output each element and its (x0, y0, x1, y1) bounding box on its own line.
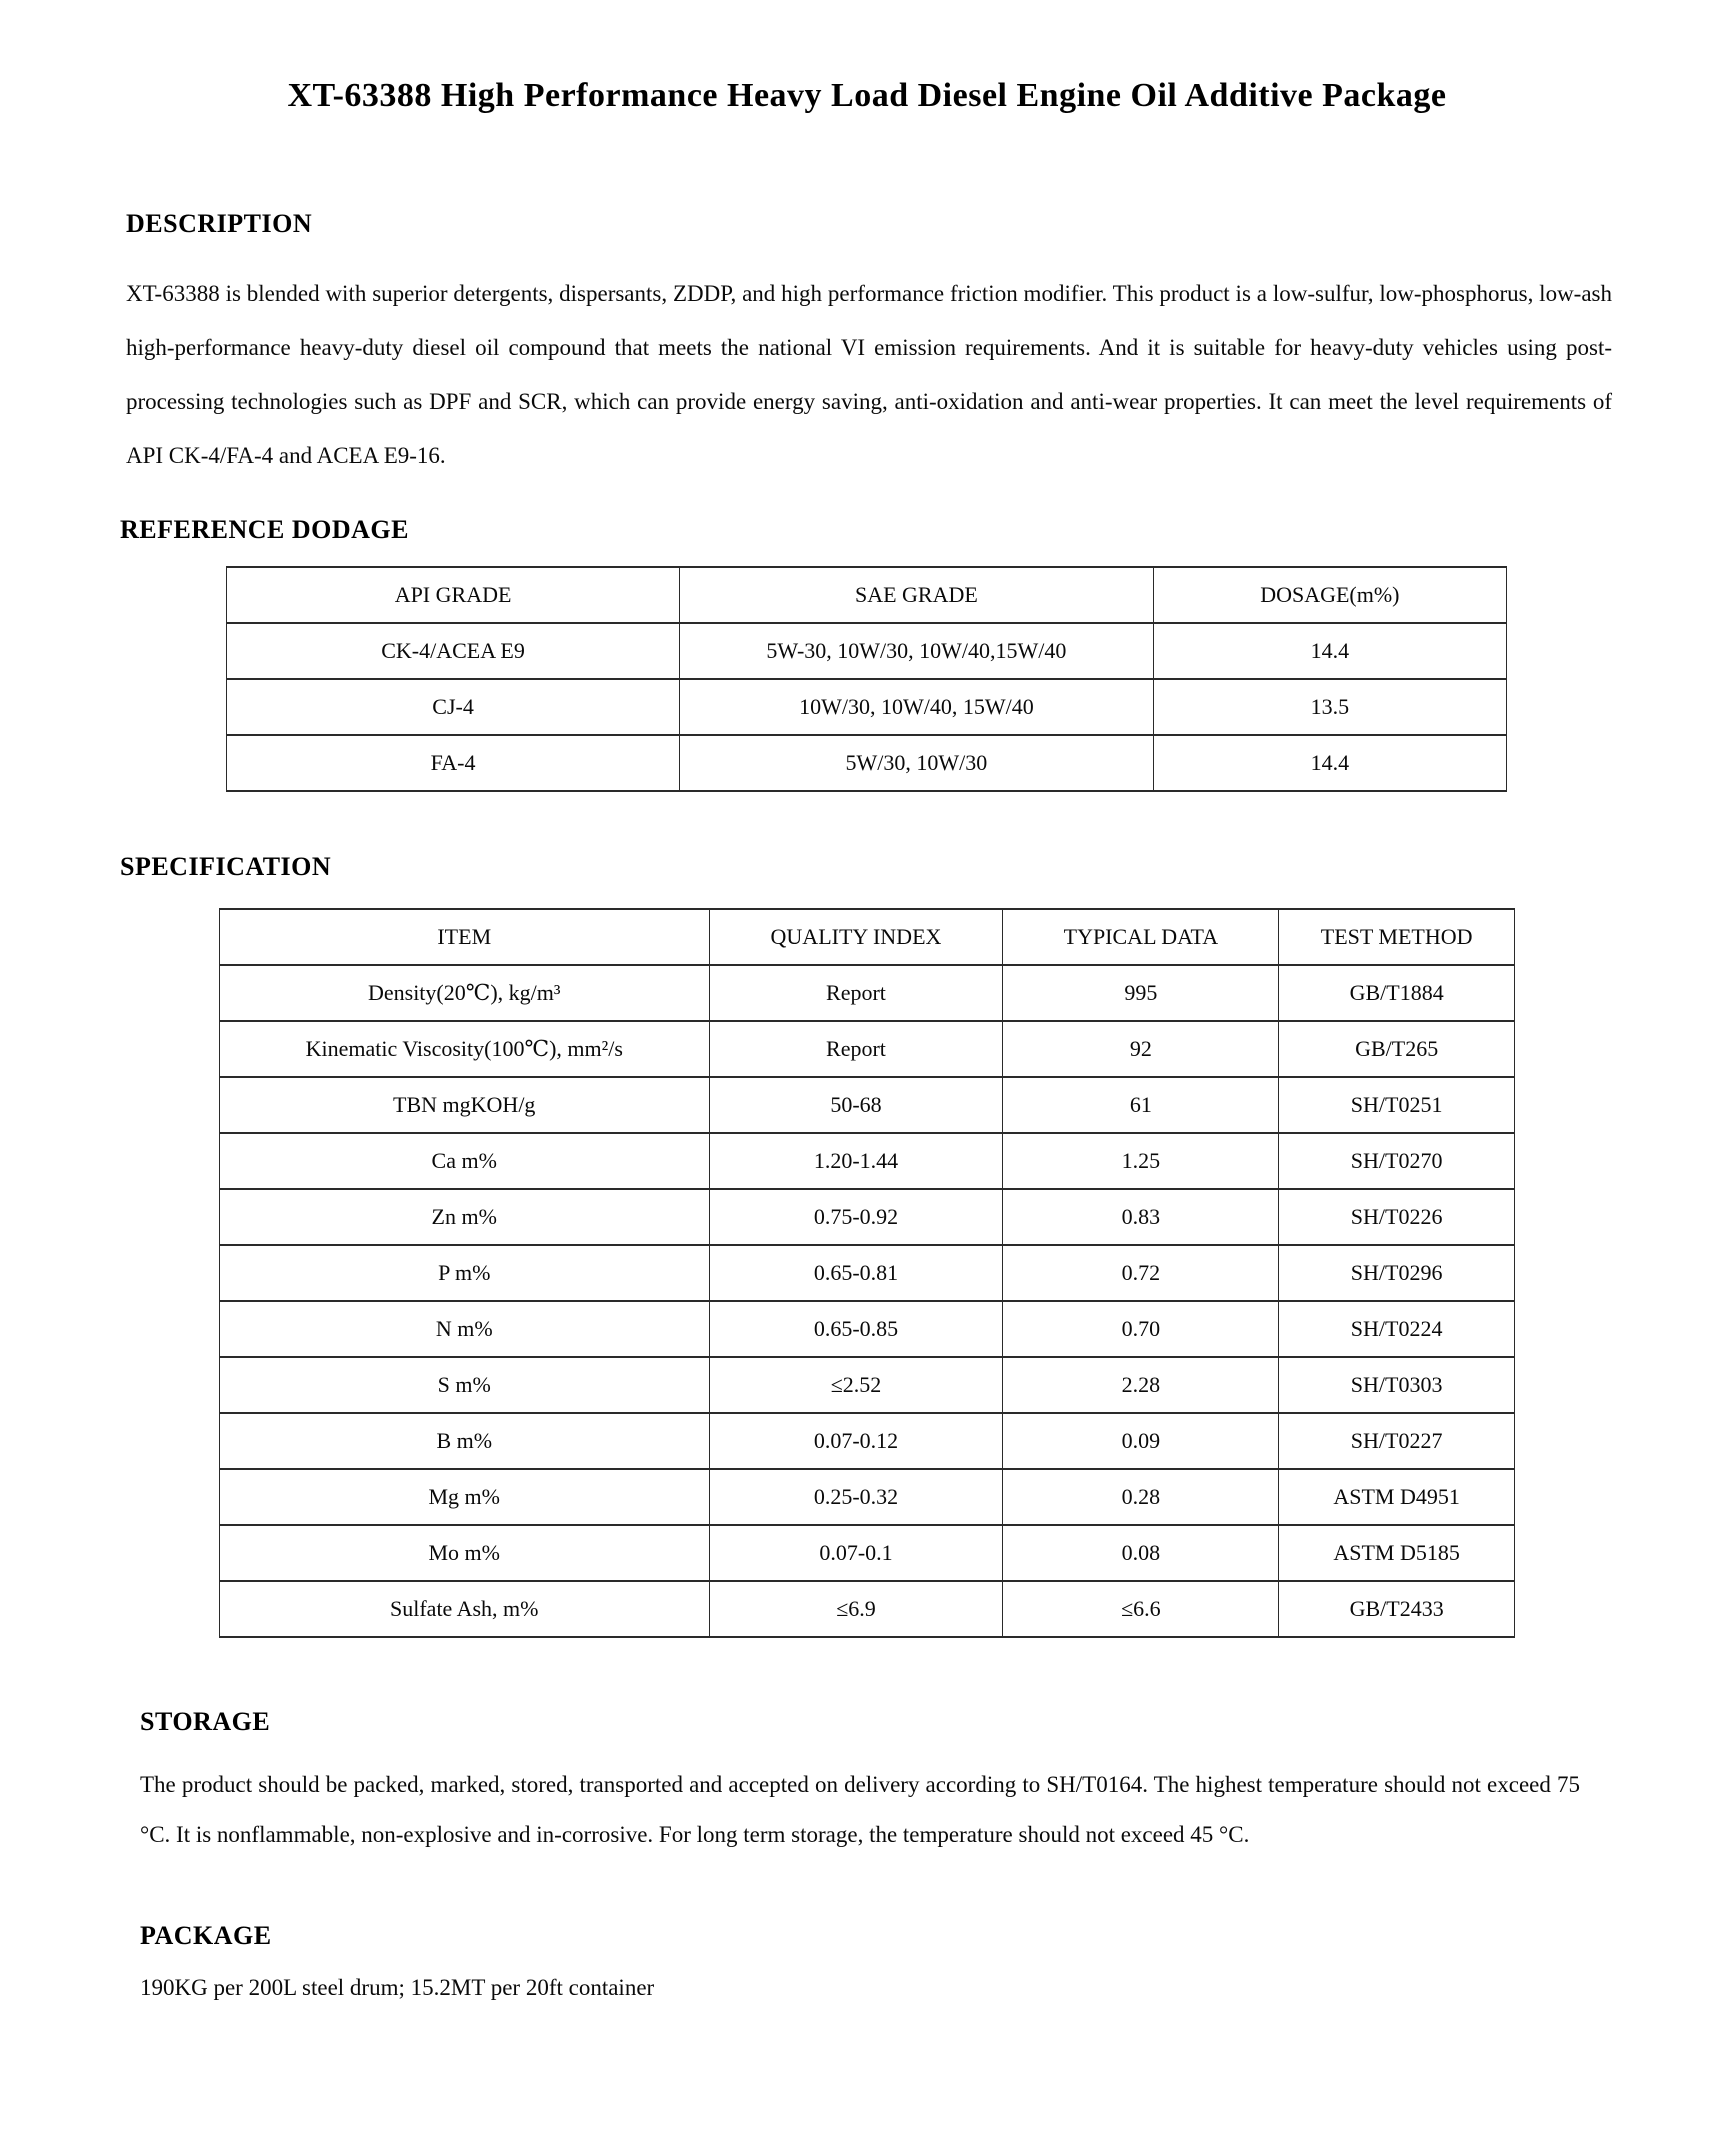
table-cell: Report (709, 1021, 1003, 1077)
table-row (220, 1133, 1515, 1189)
table-cell: SH/T0270 (1279, 1133, 1515, 1189)
table-cell: TBN mgKOH/g (220, 1077, 710, 1133)
table-row (220, 1077, 1515, 1133)
table-cell: 1.20-1.44 (709, 1133, 1003, 1189)
table-cell: N m% (220, 1301, 710, 1357)
table-cell: GB/T1884 (1279, 965, 1515, 1021)
table-cell: 0.83 (1003, 1189, 1279, 1245)
table-cell: S m% (220, 1357, 710, 1413)
table-row (227, 679, 1507, 735)
spec-header-item: ITEM (220, 909, 710, 965)
table-row (227, 623, 1507, 679)
table-cell: SH/T0224 (1279, 1301, 1515, 1357)
table-cell: CK-4/ACEA E9 (227, 623, 680, 679)
table-cell: GB/T265 (1279, 1021, 1515, 1077)
table-cell: 2.28 (1003, 1357, 1279, 1413)
table-cell: FA-4 (227, 735, 680, 791)
table-row (220, 1413, 1515, 1469)
table-cell: Density(20℃), kg/m³ (220, 965, 710, 1021)
table-cell: ASTM D5185 (1279, 1525, 1515, 1581)
storage-text: The product should be packed, marked, stored, transported and accepted on delivery according to SH/T0164. The highest temperature should not exceed 75 °C. It is nonflammable, non-explosive and in-corrosive. For long term storage, the temperature should not exceed 45 °C. (140, 1772, 1580, 1847)
table-cell: 0.25-0.32 (709, 1469, 1003, 1525)
table-row (220, 1357, 1515, 1413)
table-cell: Mg m% (220, 1469, 710, 1525)
table-row (220, 965, 1515, 1021)
table-row (220, 1525, 1515, 1581)
table-cell: 1.25 (1003, 1133, 1279, 1189)
table-cell: GB/T2433 (1279, 1581, 1515, 1637)
dosage-header-dosage: DOSAGE(m%) (1153, 567, 1506, 623)
table-cell: 995 (1003, 965, 1279, 1021)
table-row (220, 1021, 1515, 1077)
description-heading: DESCRIPTION (126, 209, 313, 238)
table-row (227, 735, 1507, 791)
table-cell: P m% (220, 1245, 710, 1301)
dosage-table (226, 566, 1507, 792)
table-cell: 0.65-0.81 (709, 1245, 1003, 1301)
spec-header-quality-index: QUALITY INDEX (709, 909, 1003, 965)
table-cell: 5W/30, 10W/30 (680, 735, 1154, 791)
table-cell: 92 (1003, 1021, 1279, 1077)
table-cell: 14.4 (1153, 735, 1506, 791)
table-cell: 0.75-0.92 (709, 1189, 1003, 1245)
table-cell: CJ-4 (227, 679, 680, 735)
table-cell: Report (709, 965, 1003, 1021)
package-text: 190KG per 200L steel drum; 15.2MT per 20ft container (140, 1975, 655, 2000)
table-row (220, 1469, 1515, 1525)
table-cell: 0.07-0.1 (709, 1525, 1003, 1581)
spec-table-header-row (220, 909, 1515, 965)
table-row (220, 1245, 1515, 1301)
document-title: XT-63388 High Performance Heavy Load Diesel Engine Oil Additive Package (287, 77, 1447, 114)
table-cell: 10W/30, 10W/40, 15W/40 (680, 679, 1154, 735)
table-cell: 0.08 (1003, 1525, 1279, 1581)
specification-table (219, 908, 1515, 1638)
description-text: XT-63388 is blended with superior detergents, dispersants, ZDDP, and high performance friction modifier. This product is a low-sulfur, low-phosphorus, low-ash high-performance heavy-duty diesel oil compound that meets the national VI emission requirements. And it is suitable for heavy-duty vehicles using post-processing technologies such as DPF and SCR, which can provide energy saving, anti-oxidation and anti-wear properties. It can meet the level requirements of API CK-4/FA-4 and ACEA E9-16. (126, 281, 1612, 468)
table-cell: 0.72 (1003, 1245, 1279, 1301)
table-cell: 0.28 (1003, 1469, 1279, 1525)
table-cell: 0.65-0.85 (709, 1301, 1003, 1357)
table-cell: 0.07-0.12 (709, 1413, 1003, 1469)
dosage-header-api-grade: API GRADE (227, 567, 680, 623)
table-cell: 50-68 (709, 1077, 1003, 1133)
storage-heading: STORAGE (140, 1707, 271, 1736)
table-cell: ≤2.52 (709, 1357, 1003, 1413)
table-cell: 0.70 (1003, 1301, 1279, 1357)
table-cell: ≤6.9 (709, 1581, 1003, 1637)
table-row (220, 1581, 1515, 1637)
table-cell: SH/T0296 (1279, 1245, 1515, 1301)
reference-dodage-heading: REFERENCE DODAGE (120, 515, 409, 544)
table-cell: SH/T0226 (1279, 1189, 1515, 1245)
table-cell: B m% (220, 1413, 710, 1469)
table-cell: 0.09 (1003, 1413, 1279, 1469)
table-cell: 61 (1003, 1077, 1279, 1133)
package-heading: PACKAGE (140, 1921, 272, 1950)
table-cell: Sulfate Ash, m% (220, 1581, 710, 1637)
table-cell: SH/T0251 (1279, 1077, 1515, 1133)
table-cell: ASTM D4951 (1279, 1469, 1515, 1525)
table-cell: Mo m% (220, 1525, 710, 1581)
table-row (220, 1189, 1515, 1245)
dosage-header-sae-grade: SAE GRADE (680, 567, 1154, 623)
spec-header-typical-data: TYPICAL DATA (1003, 909, 1279, 965)
table-cell: Zn m% (220, 1189, 710, 1245)
spec-header-test-method: TEST METHOD (1279, 909, 1515, 965)
table-cell: Kinematic Viscosity(100℃), mm²/s (220, 1021, 710, 1077)
table-cell: ≤6.6 (1003, 1581, 1279, 1637)
table-cell: 14.4 (1153, 623, 1506, 679)
table-cell: SH/T0227 (1279, 1413, 1515, 1469)
table-cell: Ca m% (220, 1133, 710, 1189)
specification-heading: SPECIFICATION (120, 852, 332, 881)
table-row (220, 1301, 1515, 1357)
table-cell: SH/T0303 (1279, 1357, 1515, 1413)
dosage-table-header-row (227, 567, 1507, 623)
table-cell: 13.5 (1153, 679, 1506, 735)
table-cell: 5W-30, 10W/30, 10W/40,15W/40 (680, 623, 1154, 679)
